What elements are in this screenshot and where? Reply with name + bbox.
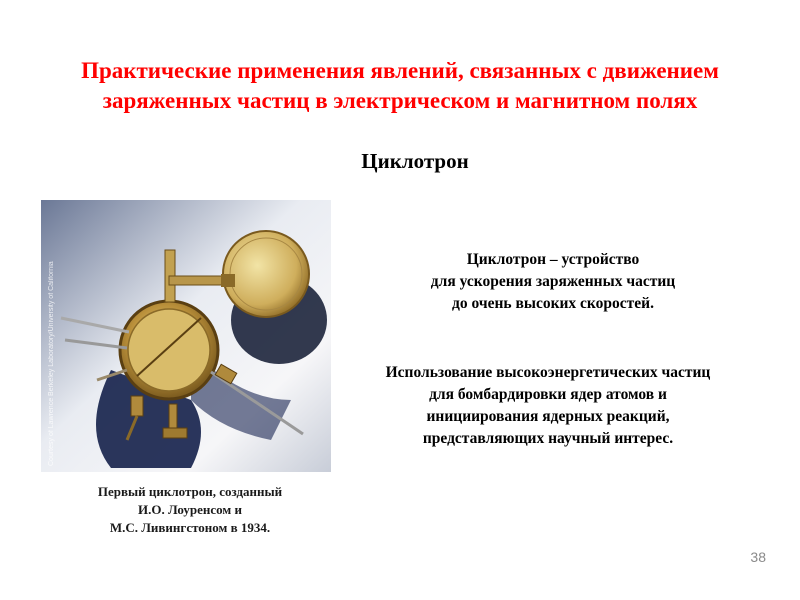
slide-subtitle: Циклотрон bbox=[361, 149, 469, 173]
title-line-2: заряженных частиц в электрическом и магнитном полях bbox=[102, 88, 698, 113]
caption-line-1: Первый циклотрон, созданный bbox=[97, 484, 283, 499]
photo-credit: Courtesy of Lawrence Berkeley Laboratory/University of California bbox=[48, 261, 55, 466]
usage-line-2: для бомбардировки ядер атомов и bbox=[429, 386, 667, 403]
page-number: 38 bbox=[750, 549, 766, 565]
usage-line-3: инициирования ядерных реакций, bbox=[426, 408, 670, 425]
definition-line-3: до очень высоких скоростей. bbox=[452, 295, 654, 312]
definition-paragraph bbox=[368, 249, 738, 315]
title-line-1: Практические применения явлений, связанных с движением bbox=[81, 58, 719, 83]
definition-line-1: Циклотрон – устройство bbox=[466, 251, 640, 268]
caption-line-2: И.О. Лоуренсом и bbox=[138, 502, 242, 517]
slide-title bbox=[0, 56, 800, 116]
caption-line-3: М.С. Ливингстоном в 1934. bbox=[109, 520, 271, 535]
usage-line-1: Использование высокоэнергетических частиц bbox=[385, 364, 711, 381]
definition-line-2: для ускорения заряженных частиц bbox=[430, 273, 676, 290]
photo-caption bbox=[60, 483, 320, 537]
cyclotron-photo bbox=[41, 200, 331, 472]
usage-paragraph bbox=[348, 362, 748, 450]
usage-line-4: представляющих научный интерес. bbox=[422, 430, 674, 447]
